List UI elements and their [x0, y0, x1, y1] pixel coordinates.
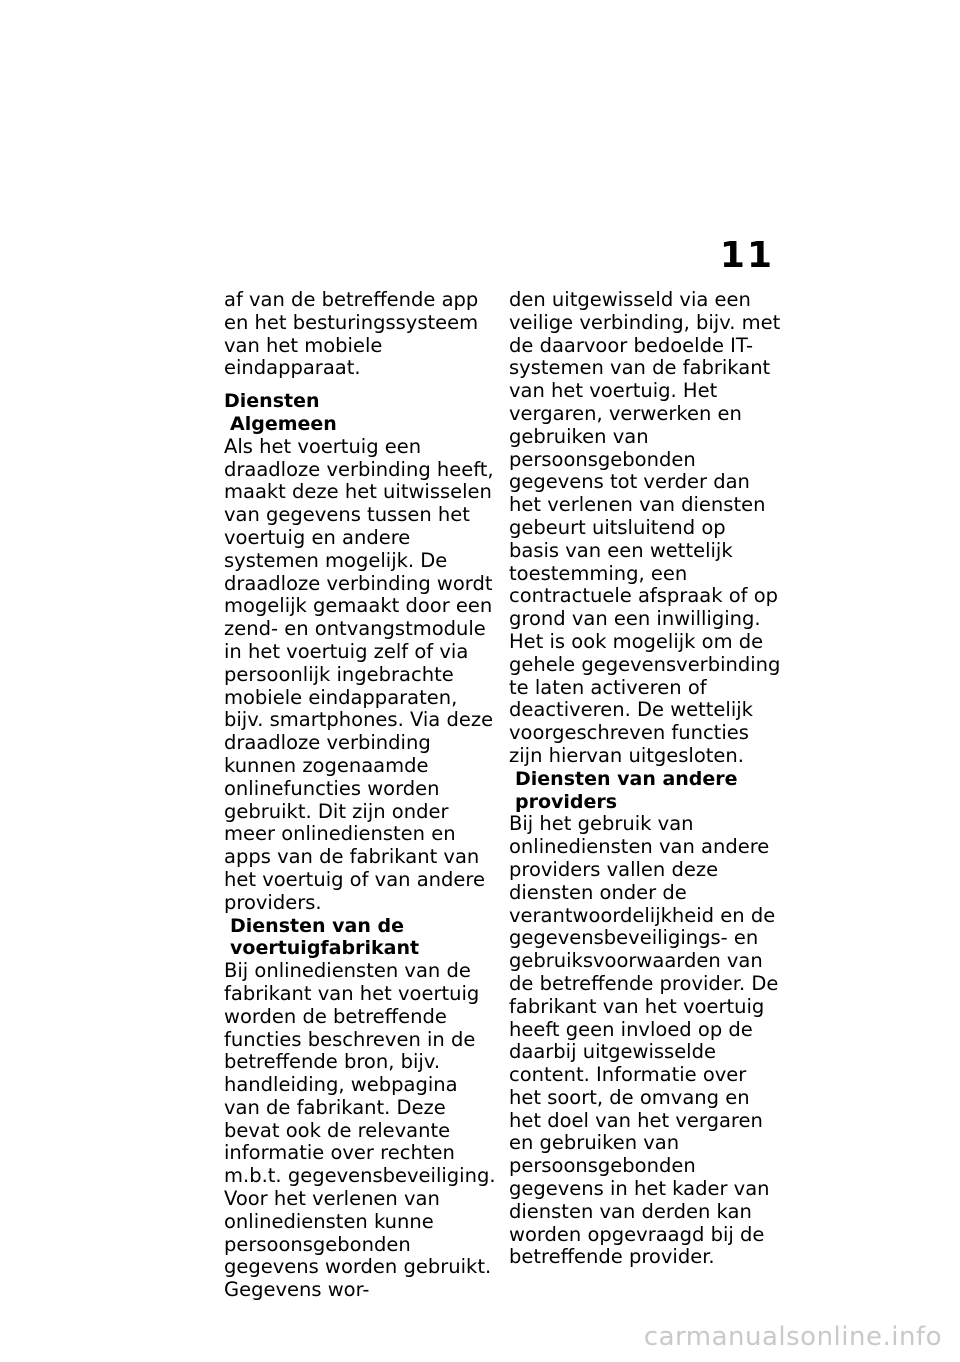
manufacturer-paragraph: Bij onlinediensten van de fabrikant van het voertuig worden de betreffende functies beschreven in de betreffende bron, bijv. handleiding, webpagina van de fabrikant. Deze bevat ook de relevante informatie over rechten m.b.t. gegevensbeveiliging. Voor het verlenen van onlinediensten kunne persoonsgebonden gegevens worden gebruikt. Gegevens wor- — [224, 959, 496, 1302]
providers-paragraph: Bij het gebruik van onlinediensten van andere providers vallen deze diensten onder de verantwoordelijkheid en de gegevensbeveiligings- en gebruiksvoorwaarden van de betreffende provider. De fabrikant van het voertuig heeft geen invloed op de daarbij uitgewisselde content. Informatie over het soort, de omvang en het doel van het vergaren en gebruiken van persoonsgebonden gegevens in het kader van diensten van derden kan worden opgevraagd bij de betreffende provider. — [509, 812, 779, 1269]
section-title: Diensten — [224, 390, 320, 413]
intro-paragraph: af van de betreffende app en het besturingssysteem van het mobiele eindapparaat. — [224, 288, 479, 380]
continued-paragraph: den uitgewisseld via een veilige verbinding, bijv. met de daarvoor bedoelde IT-systemen van de fabrikant van het voertuig. Het vergaren, verwerken en gebruiken van persoonsgebonden gegevens tot verder dan het verlenen van diensten gebeurt uitsluitend op basis van een wettelijk toestemming, een contractuele afspraak of op grond van een inwilliging. Het is ook mogelijk om de gehele gegevensverbinding te laten activeren of deactiveren. De wettelijk voorgeschreven functies zijn hiervan uitgesloten. — [509, 288, 781, 767]
page-number: 11 — [719, 235, 774, 276]
left-column — [224, 289, 496, 1302]
providers-heading: Diensten van andere providers — [515, 767, 738, 813]
manufacturer-heading: Diensten van de voertuigfabrikant — [230, 914, 420, 960]
right-column — [509, 289, 781, 1269]
general-paragraph: Als het voertuig een draadloze verbinding heeft, maakt deze het uitwisselen van gegevens tussen het voertuig en andere systemen mogelijk. De draadloze verbinding wordt mogelijk gemaakt door een zend- en ontvangstmodule in het voertuig zelf of via persoonlijk ingebrachte mobiele eindapparaten, bijv. smartphones. Via deze draadloze verbinding kunnen zogenaamde onlinefuncties worden gebruikt. Dit zijn onder meer onlinediensten en apps van de fabrikant van het voertuig of van andere providers. — [224, 434, 494, 914]
general-heading: Algemeen — [230, 412, 337, 435]
watermark-text: carmanualsonline.info — [643, 1322, 942, 1352]
